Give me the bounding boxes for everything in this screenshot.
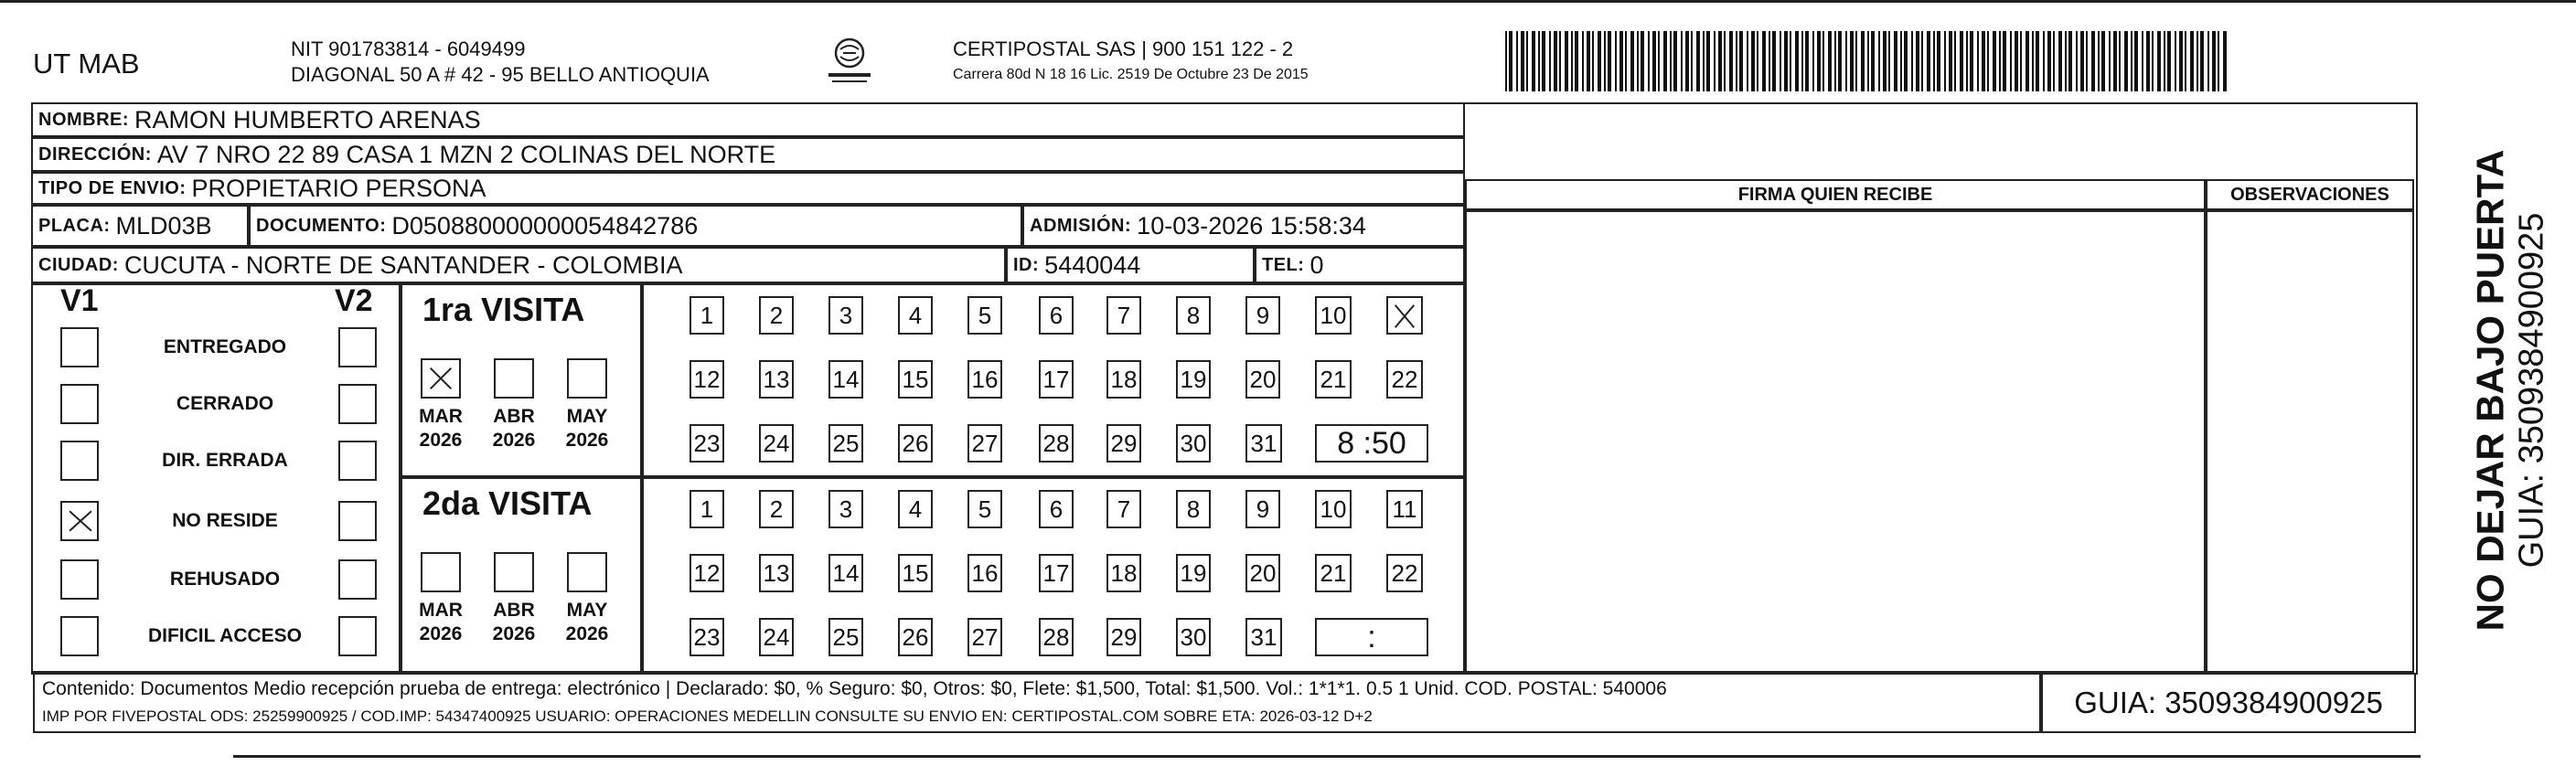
day-box[interactable]: 3 xyxy=(828,490,863,528)
day-box[interactable]: 20 xyxy=(1245,360,1280,399)
bottom-border xyxy=(233,755,2421,758)
id-value: 5440044 xyxy=(1044,250,1141,279)
day-box[interactable]: 30 xyxy=(1176,424,1211,463)
sender-name: UT MAB xyxy=(33,48,140,80)
ciudad-cell xyxy=(31,247,1006,283)
day-box[interactable]: 17 xyxy=(1039,360,1074,399)
day-box[interactable]: 3 xyxy=(828,296,863,335)
status-v1-checkbox[interactable] xyxy=(60,384,99,424)
month-checkbox[interactable] xyxy=(421,552,461,592)
time-field[interactable]: 8 :50 xyxy=(1315,424,1428,463)
day-box[interactable]: 22 xyxy=(1386,360,1423,399)
month-name: ABR xyxy=(493,600,535,621)
day-box[interactable]: 20 xyxy=(1245,554,1280,592)
day-box[interactable]: 24 xyxy=(759,618,794,656)
barcode-icon xyxy=(1505,31,2228,91)
guia-number: GUIA: 3509384900925 xyxy=(2041,673,2416,733)
v2-header: V2 xyxy=(335,283,373,318)
ciudad-label: CIUDAD: xyxy=(38,254,119,275)
documento-value: D050880000000054842786 xyxy=(391,211,699,239)
month-year: 2026 xyxy=(492,623,536,644)
day-box[interactable]: 5 xyxy=(967,490,1002,528)
day-box[interactable]: 14 xyxy=(828,360,863,399)
tipo-row xyxy=(31,172,1465,205)
day-box[interactable]: 1 xyxy=(689,490,724,528)
day-box[interactable]: 8 xyxy=(1176,296,1211,335)
observaciones-header: OBSERVACIONES xyxy=(2206,179,2414,210)
day-box[interactable]: 10 xyxy=(1315,296,1352,335)
day-box[interactable]: 28 xyxy=(1039,424,1074,463)
footer-print-line: IMP POR FIVEPOSTAL ODS: 25259900925 / COD.IMP: 54347400925 USUARIO: OPERACIONES MEDELLIN CONSULTE SU ENVIO EN: CERTIPOSTAL.COM SOBRE ETA: 2026-03-12 D+2 xyxy=(42,707,1373,725)
company-license: Carrera 80d N 18 16 Lic. 2519 De Octubre 23 De 2015 xyxy=(953,67,1309,82)
day-box[interactable]: 21 xyxy=(1315,360,1352,399)
admision-cell xyxy=(1022,205,1465,247)
status-v2-checkbox[interactable] xyxy=(338,559,377,600)
day-box[interactable]: 13 xyxy=(759,360,794,399)
day-box[interactable]: 1 xyxy=(689,296,724,335)
month-name: MAY xyxy=(566,406,608,427)
day-box[interactable] xyxy=(1386,296,1423,335)
day-box[interactable]: 26 xyxy=(898,424,933,463)
company-name: CERTIPOSTAL SAS | 900 151 122 - 2 xyxy=(953,37,1294,60)
status-label: ENTREGADO xyxy=(163,336,287,357)
day-box[interactable]: 4 xyxy=(898,296,933,335)
status-v1-checkbox[interactable] xyxy=(60,327,99,367)
month-year: 2026 xyxy=(492,430,536,451)
day-box[interactable]: 4 xyxy=(898,490,933,528)
ciudad-value: CUCUTA - NORTE DE SANTANDER - COLOMBIA xyxy=(123,250,683,279)
tel-cell xyxy=(1255,247,1465,283)
direccion-label: DIRECCIÓN: xyxy=(38,144,152,165)
side-guia: GUIA: 3509384900925 xyxy=(2512,212,2551,569)
placa-cell xyxy=(31,205,249,247)
firma-area[interactable] xyxy=(1465,210,2206,673)
day-box[interactable]: 9 xyxy=(1245,490,1280,528)
day-box[interactable]: 29 xyxy=(1106,424,1141,463)
status-v2-checkbox[interactable] xyxy=(338,384,377,424)
sender-nit: NIT 901783814 - 6049499 xyxy=(291,37,526,60)
day-box[interactable]: 18 xyxy=(1106,554,1141,592)
month-checkbox[interactable] xyxy=(494,552,534,592)
day-box[interactable]: 11 xyxy=(1386,490,1423,528)
nombre-row xyxy=(31,102,1465,137)
month-year: 2026 xyxy=(565,430,609,451)
day-box[interactable]: 7 xyxy=(1106,296,1141,335)
company-info xyxy=(953,37,1309,88)
day-box[interactable]: 16 xyxy=(967,360,1002,399)
status-v2-checkbox[interactable] xyxy=(338,616,377,656)
day-box[interactable]: 28 xyxy=(1039,618,1074,656)
day-box[interactable]: 9 xyxy=(1245,296,1280,335)
month-checkbox[interactable] xyxy=(421,358,461,399)
admision-value: 10-03-2026 15:58:34 xyxy=(1137,211,1366,239)
day-box[interactable]: 6 xyxy=(1039,296,1074,335)
status-v2-checkbox[interactable] xyxy=(338,327,377,367)
day-box[interactable]: 23 xyxy=(689,618,724,656)
visit-title: 2da VISITA xyxy=(422,484,593,522)
day-box[interactable]: 17 xyxy=(1039,554,1074,592)
tipo-value: PROPIETARIO PERSONA xyxy=(191,174,486,202)
day-box[interactable]: 31 xyxy=(1245,424,1282,463)
nombre-value: RAMON HUMBERTO ARENAS xyxy=(134,105,481,133)
visit-title: 1ra VISITA xyxy=(422,291,585,328)
day-box[interactable]: 27 xyxy=(967,424,1002,463)
day-box[interactable]: 27 xyxy=(967,618,1002,656)
direccion-value: AV 7 NRO 22 89 CASA 1 MZN 2 COLINAS DEL NORTE xyxy=(156,140,776,168)
sender-info xyxy=(291,37,710,88)
day-box[interactable]: 2 xyxy=(759,296,794,335)
day-box[interactable]: 15 xyxy=(898,360,933,399)
day-box[interactable]: 5 xyxy=(967,296,1002,335)
day-box[interactable]: 29 xyxy=(1106,618,1141,656)
tel-value: 0 xyxy=(1309,250,1324,279)
placa-value: MLD03B xyxy=(115,211,212,239)
day-box[interactable]: 2 xyxy=(759,490,794,528)
direccion-row xyxy=(31,137,1465,172)
month-year: 2026 xyxy=(419,430,463,451)
day-box[interactable]: 31 xyxy=(1245,618,1282,656)
day-box[interactable]: 30 xyxy=(1176,618,1211,656)
status-label: CERRADO xyxy=(176,393,274,414)
id-label: ID: xyxy=(1013,254,1040,275)
documento-label: DOCUMENTO: xyxy=(256,215,387,236)
month-name: MAY xyxy=(566,600,608,621)
month-name: MAR xyxy=(419,600,463,621)
day-box[interactable]: 13 xyxy=(759,554,794,592)
sender-address: DIAGONAL 50 A # 42 - 95 BELLO ANTIOQUIA xyxy=(291,63,710,86)
top-border xyxy=(0,0,2576,3)
side-warning: NO DEJAR BAJO PUERTA xyxy=(2468,149,2512,632)
month-year: 2026 xyxy=(565,623,609,644)
month-checkbox[interactable] xyxy=(567,552,607,592)
day-box[interactable]: 19 xyxy=(1176,360,1211,399)
documento-cell xyxy=(249,205,1022,247)
tipo-label: TIPO DE ENVIO: xyxy=(38,177,187,198)
id-cell xyxy=(1006,247,1255,283)
firma-header: FIRMA QUIEN RECIBE xyxy=(1465,179,2206,210)
day-box[interactable]: 22 xyxy=(1386,554,1423,592)
status-v2-checkbox[interactable] xyxy=(338,501,377,541)
month-name: ABR xyxy=(493,406,535,427)
day-box[interactable]: 7 xyxy=(1106,490,1141,528)
time-field[interactable]: : xyxy=(1315,618,1428,656)
day-box[interactable]: 25 xyxy=(828,424,863,463)
status-v1-checkbox[interactable] xyxy=(60,616,99,656)
month-name: MAR xyxy=(419,406,463,427)
certipostal-logo-icon xyxy=(823,35,876,91)
status-label: NO RESIDE xyxy=(172,510,278,531)
day-box[interactable]: 12 xyxy=(689,554,724,592)
status-v1-checkbox[interactable] xyxy=(60,501,99,541)
status-label: DIFICIL ACCESO xyxy=(147,625,302,646)
day-box[interactable]: 23 xyxy=(689,424,724,463)
placa-label: PLACA: xyxy=(38,215,111,236)
day-box[interactable]: 26 xyxy=(898,618,933,656)
status-v1-checkbox[interactable] xyxy=(60,441,99,481)
day-box[interactable]: 19 xyxy=(1176,554,1211,592)
status-label: DIR. ERRADA xyxy=(162,450,288,471)
v1-header: V1 xyxy=(60,283,99,318)
day-box[interactable]: 12 xyxy=(689,360,724,399)
day-box[interactable]: 14 xyxy=(828,554,863,592)
side-label xyxy=(2469,150,2552,632)
day-box[interactable]: 6 xyxy=(1039,490,1074,528)
admision-label: ADMISIÓN: xyxy=(1030,215,1132,236)
day-box[interactable]: 24 xyxy=(759,424,794,463)
day-box[interactable]: 15 xyxy=(898,554,933,592)
day-box[interactable]: 8 xyxy=(1176,490,1211,528)
nombre-label: NOMBRE: xyxy=(38,109,130,130)
day-box[interactable]: 10 xyxy=(1315,490,1352,528)
status-v2-checkbox[interactable] xyxy=(338,441,377,481)
month-checkbox[interactable] xyxy=(567,358,607,399)
day-box[interactable]: 21 xyxy=(1315,554,1352,592)
status-v1-checkbox[interactable] xyxy=(60,559,99,600)
month-year: 2026 xyxy=(419,623,463,644)
tel-label: TEL: xyxy=(1262,254,1305,275)
observaciones-area[interactable] xyxy=(2206,210,2414,673)
footer-box xyxy=(33,673,2041,733)
day-box[interactable]: 25 xyxy=(828,618,863,656)
day-box[interactable]: 16 xyxy=(967,554,1002,592)
month-checkbox[interactable] xyxy=(494,358,534,399)
day-box[interactable]: 18 xyxy=(1106,360,1141,399)
status-label: REHUSADO xyxy=(169,569,281,590)
footer-content-line: Contenido: Documentos Medio recepción prueba de entrega: electrónico | Declarado: $0, % Seguro: $0, Otros: $0, Flete: $1,500, Total: $1,500. Vol.: 1*1*1. 0.5 1 Unid. COD. POSTAL: 540006 xyxy=(42,678,1667,699)
